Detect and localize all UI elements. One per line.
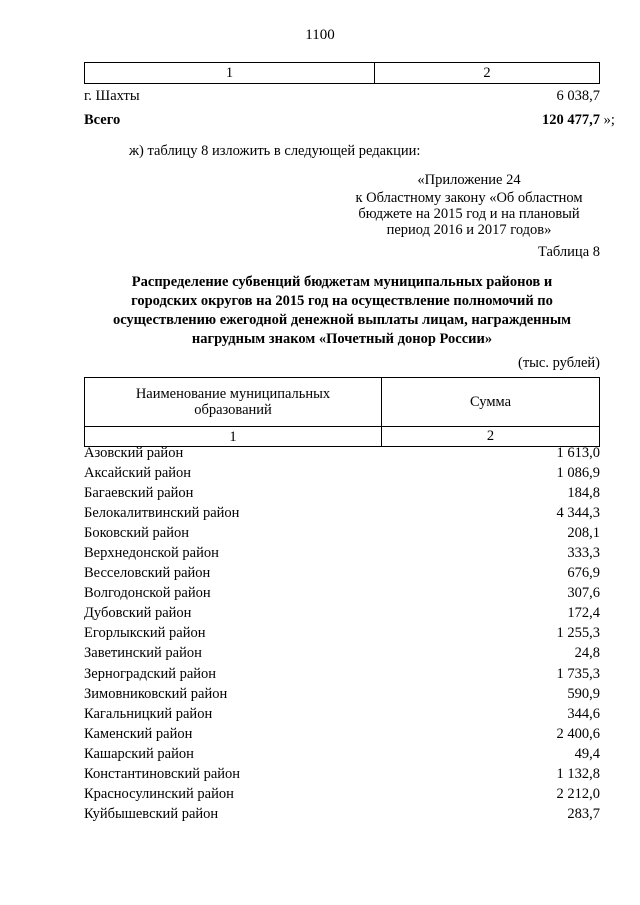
row-name: Каменский район (84, 725, 193, 742)
row-name: г. Шахты (84, 87, 140, 104)
table-row (84, 483, 600, 503)
row-value: 307,6 (567, 585, 600, 602)
row-value: 344,6 (567, 705, 600, 722)
row-name: Волгодонской район (84, 585, 211, 602)
units-label: (тыс. рублей) (518, 355, 600, 371)
row-value: 184,8 (567, 484, 600, 501)
row-value: 2 212,0 (556, 786, 600, 803)
row-value: 172,4 (567, 605, 600, 622)
table-row (84, 564, 600, 584)
table-row (84, 704, 600, 724)
row-value: 676,9 (567, 565, 600, 582)
heading-line-2: городских округов на 2015 год на осуществление полномочий по (131, 293, 553, 309)
row-value: 1 255,3 (556, 625, 600, 642)
row-name: Зимовниковский район (84, 685, 228, 702)
row-value: 1 086,9 (556, 464, 600, 481)
row-name: Куйбышевский район (84, 806, 219, 823)
header-num-2: 2 (486, 428, 495, 444)
distribution-table-body (84, 443, 600, 825)
appendix-line-2: к Областному закону «Об областном (355, 190, 583, 206)
top-table-header (84, 62, 600, 84)
row-name: Кашарский район (84, 745, 194, 762)
top-table-col2: 2 (483, 64, 491, 81)
row-value: 333,3 (567, 545, 600, 562)
table-row (84, 805, 600, 825)
row-name: Верхнедонской район (84, 545, 219, 562)
table-row (84, 463, 600, 483)
total-suffix: »; (603, 111, 615, 128)
appendix-line-3: бюджете на 2015 год и на плановый (358, 206, 580, 222)
distribution-table-header (84, 377, 600, 447)
table-row (84, 765, 600, 785)
row-name: Заветинский район (84, 645, 202, 662)
table-row (84, 584, 600, 604)
total-label: Всего (84, 111, 121, 128)
table-row (84, 86, 600, 106)
table-label: Таблица 8 (537, 244, 600, 260)
row-value: 590,9 (567, 685, 600, 702)
table-row (84, 503, 600, 523)
table-row (84, 624, 600, 644)
row-value: 49,4 (574, 745, 600, 762)
table-row (84, 523, 600, 543)
table-row (84, 684, 600, 704)
table-row (84, 785, 600, 805)
row-value: 1 735,3 (556, 665, 600, 682)
table-row (84, 644, 600, 664)
header-sum-column: Сумма (469, 393, 512, 410)
table-row (84, 724, 600, 744)
top-table-col1: 1 (85, 63, 375, 83)
total-value: 120 477,7 (542, 111, 600, 128)
table-row (84, 664, 600, 684)
table-row (84, 443, 600, 463)
header-name-column: Наименование муниципальных образований (85, 378, 382, 426)
appendix-line-4: период 2016 и 2017 годов» (386, 222, 552, 238)
row-value: 6 038,7 (556, 87, 600, 104)
row-name: Егорлыкский район (84, 625, 206, 642)
table-row (84, 604, 600, 624)
row-name: Аксайский район (84, 464, 192, 481)
row-name: Багаевский район (84, 484, 194, 501)
appendix-line-1: «Приложение 24 (417, 172, 521, 188)
row-name: Белокалитвинский район (84, 504, 240, 521)
page-number: 1100 (305, 27, 335, 43)
row-value: 1 613,0 (556, 444, 600, 461)
row-name: Азовский район (84, 444, 184, 461)
row-name: Красносулинский район (84, 786, 234, 803)
row-name: Весселовский район (84, 565, 211, 582)
header-num-1: 1 (85, 427, 382, 446)
row-value: 208,1 (567, 524, 600, 541)
heading-line-1: Распределение субвенций бюджетам муниципальных районов и (131, 274, 553, 290)
total-row (84, 110, 600, 130)
row-name: Боковский район (84, 524, 189, 541)
table-row (84, 744, 600, 764)
heading-line-4: нагрудным знаком «Почетный донор России» (191, 331, 493, 347)
table-row (84, 543, 600, 563)
instruction-text: ж) таблицу 8 изложить в следующей редакции: (129, 143, 421, 159)
row-value: 283,7 (567, 806, 600, 823)
row-name: Кагальницкий район (84, 705, 213, 722)
table-heading (84, 273, 600, 349)
row-name: Константиновский район (84, 766, 241, 783)
appendix-block (338, 172, 600, 238)
row-value: 1 132,8 (556, 766, 600, 783)
row-name: Зерноградский район (84, 665, 217, 682)
row-value: 2 400,6 (556, 725, 600, 742)
row-value: 24,8 (574, 645, 600, 662)
heading-line-3: осуществлению ежегодной денежной выплаты лицам, награжденным (112, 312, 572, 328)
row-value: 4 344,3 (556, 504, 600, 521)
row-name: Дубовский район (84, 605, 192, 622)
